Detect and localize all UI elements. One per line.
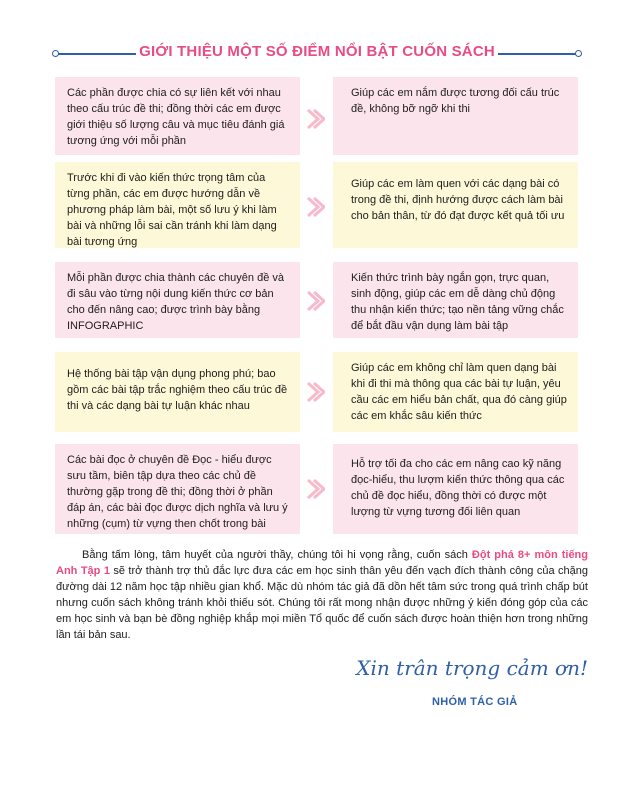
feature-text-left-2: Trước khi đi vào kiến thức trọng tâm của từng phần, các em được hướng dẫn về phương pháp làm bài, một số lưu ý khi làm bài và những lỗi sai cần tránh khi làm dạng bài tương ứng: [67, 172, 277, 248]
feature-box-right-4: [333, 352, 578, 432]
feature-box-left-1: [55, 77, 300, 155]
book-title-highlight: Đột phá 8+ môn tiếng Anh Tập 1: [56, 549, 588, 577]
title-line-right: [498, 53, 576, 55]
feature-text-right-5: Hỗ trợ tối đa cho các em nâng cao kỹ năng đọc-hiểu, thu lượm kiến thức thông qua các chủ đề đọc hiểu, đồng thời có được một lượng từ vựng tương đối liên quan: [351, 458, 565, 518]
feature-text-right-2: Giúp các em làm quen với các dạng bài có trong đề thi, định hướng được cách làm bài cho bản thân, từ đó đạt được kết quả tối ưu: [351, 178, 565, 222]
paragraph-text-start: Bằng tấm lòng, tâm huyết của người thầy, chúng tôi hi vọng rằng, cuốn sách: [82, 549, 472, 561]
thanks-signature: Xin trân trọng cảm ơn!: [356, 656, 588, 680]
feature-box-left-4: [55, 352, 300, 432]
feature-box-right-3: [333, 262, 578, 338]
feature-box-left-5: [55, 444, 300, 534]
feature-box-right-1: [333, 77, 578, 155]
feature-text-left-4: Hệ thống bài tập vận dụng phong phú; bao gồm các bài tập trắc nghiệm theo cấu trúc đề thi và các dạng bài tự luận khác nhau: [67, 368, 288, 412]
title-dot-right-icon: [575, 50, 582, 57]
chevron-right-icon: [305, 381, 325, 403]
feature-text-left-1: Các phần được chia có sự liên kết với nhau theo cấu trúc đề thi; đồng thời các em được giới thiệu số lượng câu và mục tiêu đánh giá tương ứng với mỗi phần: [67, 87, 285, 147]
feature-box-left-2: [55, 162, 300, 248]
chevron-right-icon: [305, 478, 325, 500]
paragraph-text-end: sẽ trở thành trợ thủ đắc lực đưa các em học sinh thân yêu đến vạch đích thành công của chặng đường dài 12 năm học tập nhiều gian khổ. Mặc dù nhóm tác giả đã dồn hết tâm sức trong quá trình chấp bút nhưng cuốn sách không tránh khỏi thiếu sót. Chúng tôi rất mong nhận được những ý kiến đóng góp của các em học sinh và bạn bè đồng nghiệp khắp mọi miền Tổ quốc để cuốn sách được hoàn thiện hơn trong những lần tái bản sau.: [56, 565, 589, 641]
feature-box-right-5: [333, 444, 578, 534]
feature-text-left-3: Mỗi phần được chia thành các chuyên đề và đi sâu vào từng nội dung kiến thức cơ bản cho đến nâng cao; được trình bày bằng INFOGRAPHIC: [67, 272, 284, 332]
feature-text-right-3: Kiến thức trình bày ngắn gọn, trực quan, sinh động, giúp các em dễ dàng chủ động thu nhận kiến thức; tạo nền tảng vững chắc để bắt đầu vận dụng làm bài tập: [351, 272, 564, 332]
feature-box-left-3: [55, 262, 300, 338]
chevron-right-icon: [305, 108, 325, 130]
section-title: GIỚI THIỆU MỘT SỐ ĐIỂM NỔI BẬT CUỐN SÁCH: [139, 43, 495, 60]
section-title-row: [52, 43, 582, 65]
chevron-right-icon: [305, 290, 325, 312]
author-name: NHÓM TÁC GIẢ: [432, 696, 518, 708]
feature-text-right-1: Giúp các em nắm được tương đối cấu trúc đề, không bỡ ngỡ khi thi: [351, 87, 560, 115]
feature-text-left-5: Các bài đọc ở chuyên đề Đọc - hiểu được sưu tầm, biên tập dựa theo các chủ đề thường gặp trong đề thi; đồng thời ở phần đáp án, các bài đọc được dịch nghĩa và lưu ý những (cụm) từ vựng then chốt trong bài: [67, 454, 288, 530]
feature-text-right-4: Giúp các em không chỉ làm quen dạng bài khi đi thi mà thông qua các bài tự luận, yêu cầu các em hiểu bản chất, qua đó càng giúp các em khắc sâu kiến thức: [351, 362, 567, 422]
closing-paragraph: [56, 547, 588, 643]
chevron-right-icon: [305, 196, 325, 218]
feature-box-right-2: [333, 162, 578, 248]
